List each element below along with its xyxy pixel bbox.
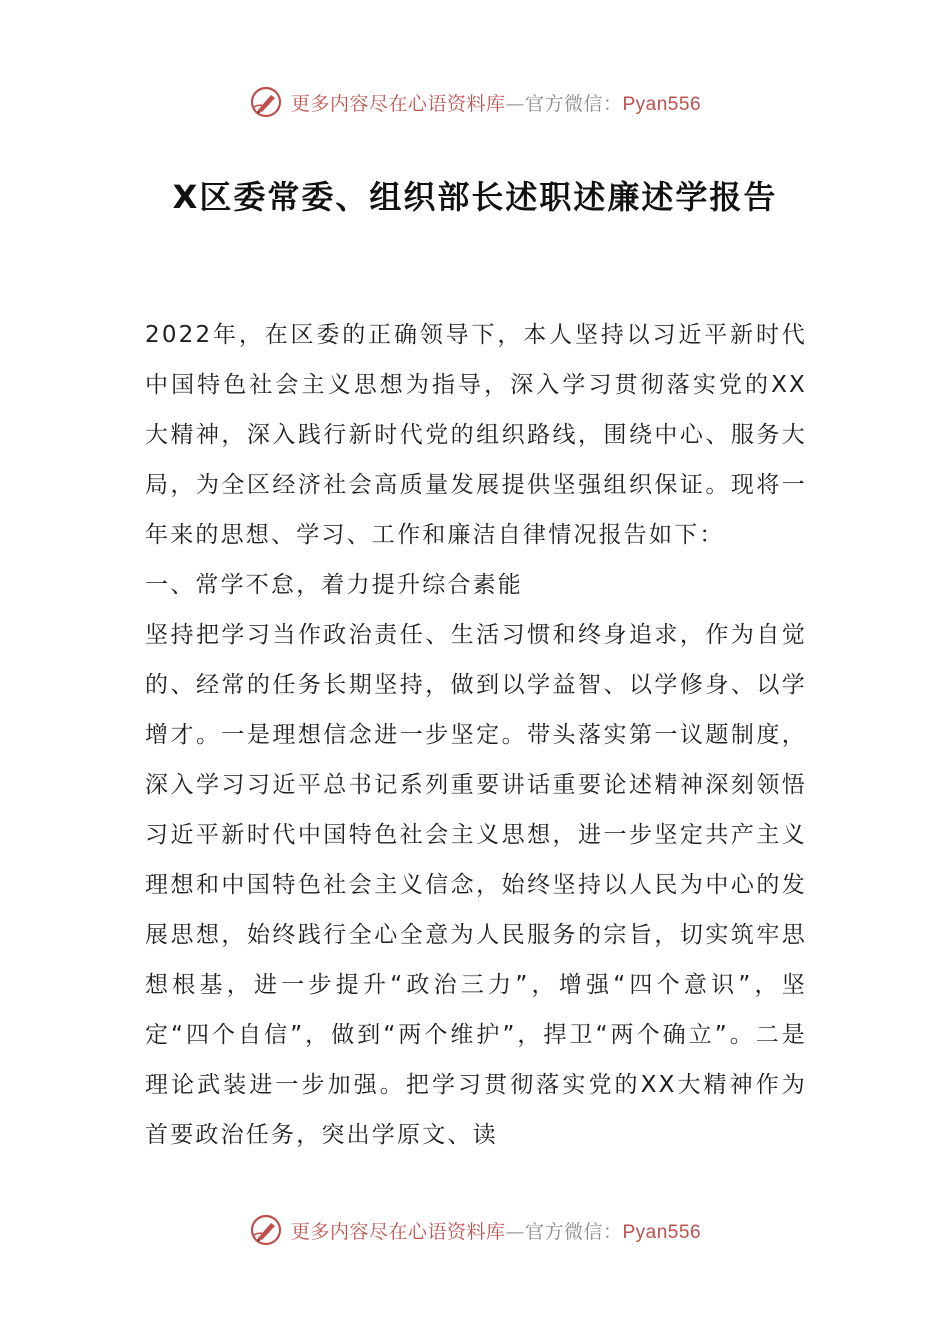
document-body bbox=[145, 310, 807, 1160]
paragraph-section-one: 坚持把学习当作政治责任、生活习惯和终身追求，作为自觉的、经常的任务长期坚持，做到以学益智、以学修身、以学增才。一是理想信念进一步坚定。带头落实第一议题制度，深入学习习近平总书记系列重要讲话重要论述精神深刻领悟习近平新时代中国特色社会主义思想，进一步坚定共产主义理想和中国特色社会主义信念，始终坚持以人民为中心的发展思想，始终践行全心全意为人民服务的宗旨，切实筑牢思想根基，进一步提升“政治三力”，增强“四个意识”，坚定“四个自信”，做到“两个维护”，捍卫“两个确立”。二是理论武装进一步加强。把学习贯彻落实党的XX大精神作为首要政治任务，突出学原文、读 bbox=[145, 622, 807, 1148]
pen-circle-icon bbox=[249, 85, 283, 119]
watermark-text: 更多内容尽在心语资料库—官方微信：Pyan556 bbox=[290, 92, 702, 115]
paragraph-intro: 2022年，在区委的正确领导下，本人坚持以习近平新时代中国特色社会主义思想为指导，深入学习贯彻落实党的XX大精神，深入践行新时代党的组织路线，围绕中心、服务大局，为全区经济社会高质量发展提供坚强组织保证。现将一年来的思想、学习、工作和廉洁自律情况报告如下： bbox=[145, 322, 807, 548]
pen-circle-icon bbox=[249, 1213, 283, 1247]
watermark-text: 更多内容尽在心语资料库—官方微信：Pyan556 bbox=[290, 1220, 702, 1243]
document-title: X区委常委、组织部长述职述廉述学报告 bbox=[172, 178, 778, 216]
watermark-header bbox=[0, 82, 950, 122]
section-heading: 一、常学不怠，着力提升综合素能 bbox=[145, 572, 523, 598]
watermark-footer bbox=[0, 1210, 950, 1250]
